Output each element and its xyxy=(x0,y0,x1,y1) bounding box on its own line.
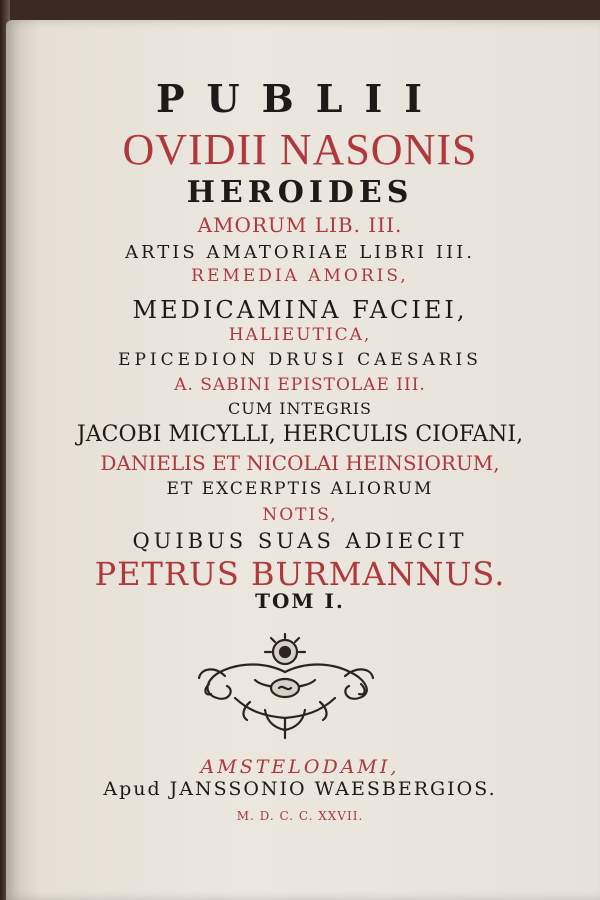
title-line-tom: TOM I. xyxy=(255,589,345,613)
title-line-medicamina: MEDICAMINA FACIEI, xyxy=(132,296,468,324)
imprint-city: AMSTELODAMI, xyxy=(200,756,400,778)
title-line-halieutica: HALIEUTICA, xyxy=(228,325,372,345)
title-line-petrus-burmannus: PETRUS BURMANNUS. xyxy=(94,555,506,593)
title-line-excerptis: ET EXCERPTIS ALIORUM xyxy=(166,479,434,499)
title-line-epicedion: EPICEDION DRUSI CAESARIS xyxy=(118,350,482,370)
imprint-publisher: Apud JANSSONIO WAESBERGIOS. xyxy=(103,778,497,800)
title-line-danielis: DANIELIS ET NICOLAI HEINSIORUM, xyxy=(100,451,500,475)
title-line-sabini: A. SABINI EPISTOLAE III. xyxy=(174,375,426,395)
title-line-artis-amatoriae: ARTIS AMATORIAE LIBRI III. xyxy=(125,242,475,263)
title-line-quibus: QUIBUS SUAS ADIECIT xyxy=(132,529,468,553)
printers-ornament-icon xyxy=(195,632,405,742)
title-line-jacobi: JACOBI MICYLLI, HERCULIS CIOFANI, xyxy=(76,422,524,447)
imprint-year: M. D. C. C. XXVII. xyxy=(236,809,364,823)
title-line-notis: NOTIS, xyxy=(262,505,338,525)
title-line-ovidii-nasonis: OVIDII NASONIS xyxy=(122,125,478,174)
title-line-remedia-amoris: REMEDIA AMORIS, xyxy=(191,266,409,286)
title-line-amorum: AMORUM LIB. III. xyxy=(197,213,403,237)
title-line-heroides: HEROIDES xyxy=(186,175,414,210)
title-line-publii: PUBLII xyxy=(155,76,445,121)
title-line-cum-integris: CUM INTEGRIS xyxy=(228,399,372,418)
